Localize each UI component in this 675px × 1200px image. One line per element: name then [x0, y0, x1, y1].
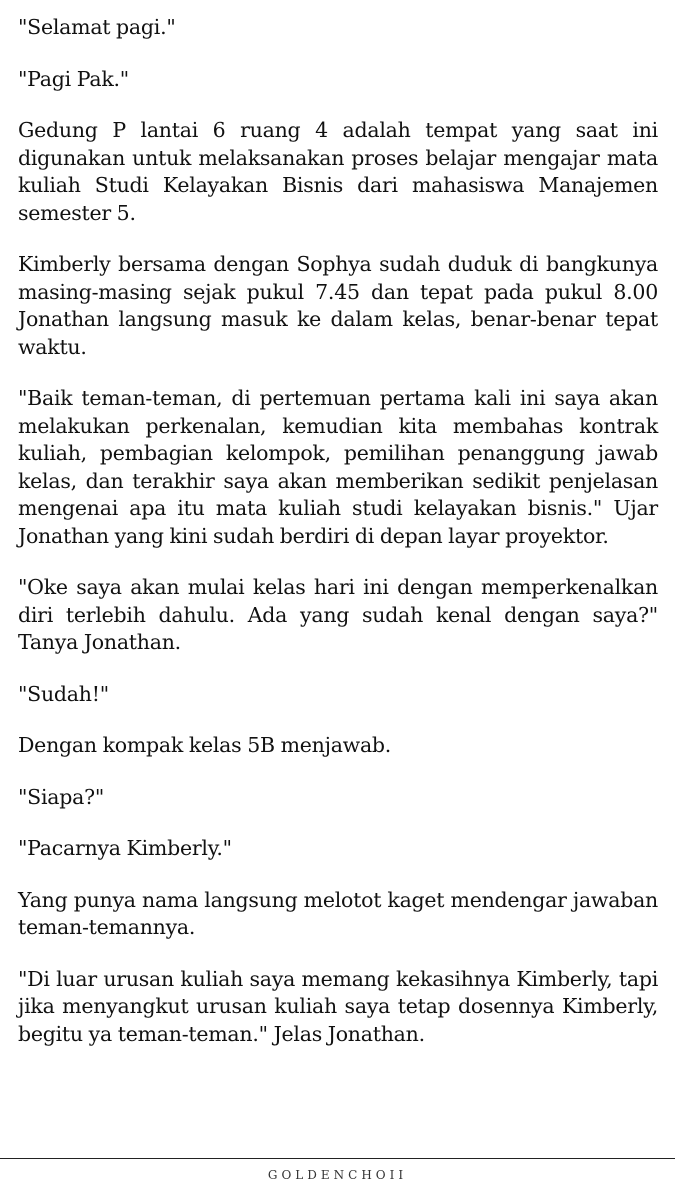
paragraph-tease: "Pacarnya Kimberly." [18, 836, 232, 860]
paragraph-class-reply: Dengan kompak kelas 5B menjawab. [18, 733, 392, 757]
paragraph-introduction: "Oke saya akan mulai kelas hari ini dengan memperkenalkan diri terlebih dahulu. Ada yang sudah kenal dengan saya?" Tanya Jonathan. [18, 575, 658, 654]
paragraph-explanation: "Di luar urusan kuliah saya memang kekasihnya Kimberly, tapi jika menyangkut urusan kuliah saya tetap dosennya Kimberly, begitu ya teman-teman." Jelas Jonathan. [18, 966, 658, 1046]
author-name: GOLDENCHOII [267, 1168, 408, 1182]
paragraph-greeting-student: "Selamat pagi." [18, 15, 176, 39]
paragraph-reaction: Yang punya nama langsung melotot kaget mendengar jawaban teman-temannya. [18, 887, 658, 939]
paragraph-answer: "Sudah!" [18, 681, 109, 706]
paragraph-agenda: "Baik teman-teman, di pertemuan pertama kali ini saya akan melakukan perkenalan, kemudian kita membahas kontrak kuliah, pembagian kelompok, pemilihan penanggung jawab kelas, dan terakhir saya akan memberikan sedikit penjelasan mengenai apa itu mata kuliah studi kelayakan bisnis." Ujar Jonathan yang kini sudah berdiri di depan layar proyektor. [18, 386, 658, 548]
paragraph-greeting-reply: "Pagi Pak." [18, 66, 129, 91]
footer-divider [0, 1158, 675, 1159]
paragraph-question: "Siapa?" [18, 784, 105, 809]
paragraph-setting: Gedung P lantai 6 ruang 4 adalah tempat yang saat ini digunakan untuk melaksanakan proses belajar mengajar mata kuliah Studi Kelayakan Bisnis dari mahasiswa Manajemen semester 5. [18, 118, 658, 225]
story-text [18, 14, 658, 1072]
paragraph-arrival: Kimberly bersama dengan Sophya sudah duduk di bangkunya masing-masing sejak pukul 7.45 dan tepat pada pukul 8.00 Jonathan langsung masuk ke dalam kelas, benar-benar tepat waktu. [18, 252, 658, 359]
